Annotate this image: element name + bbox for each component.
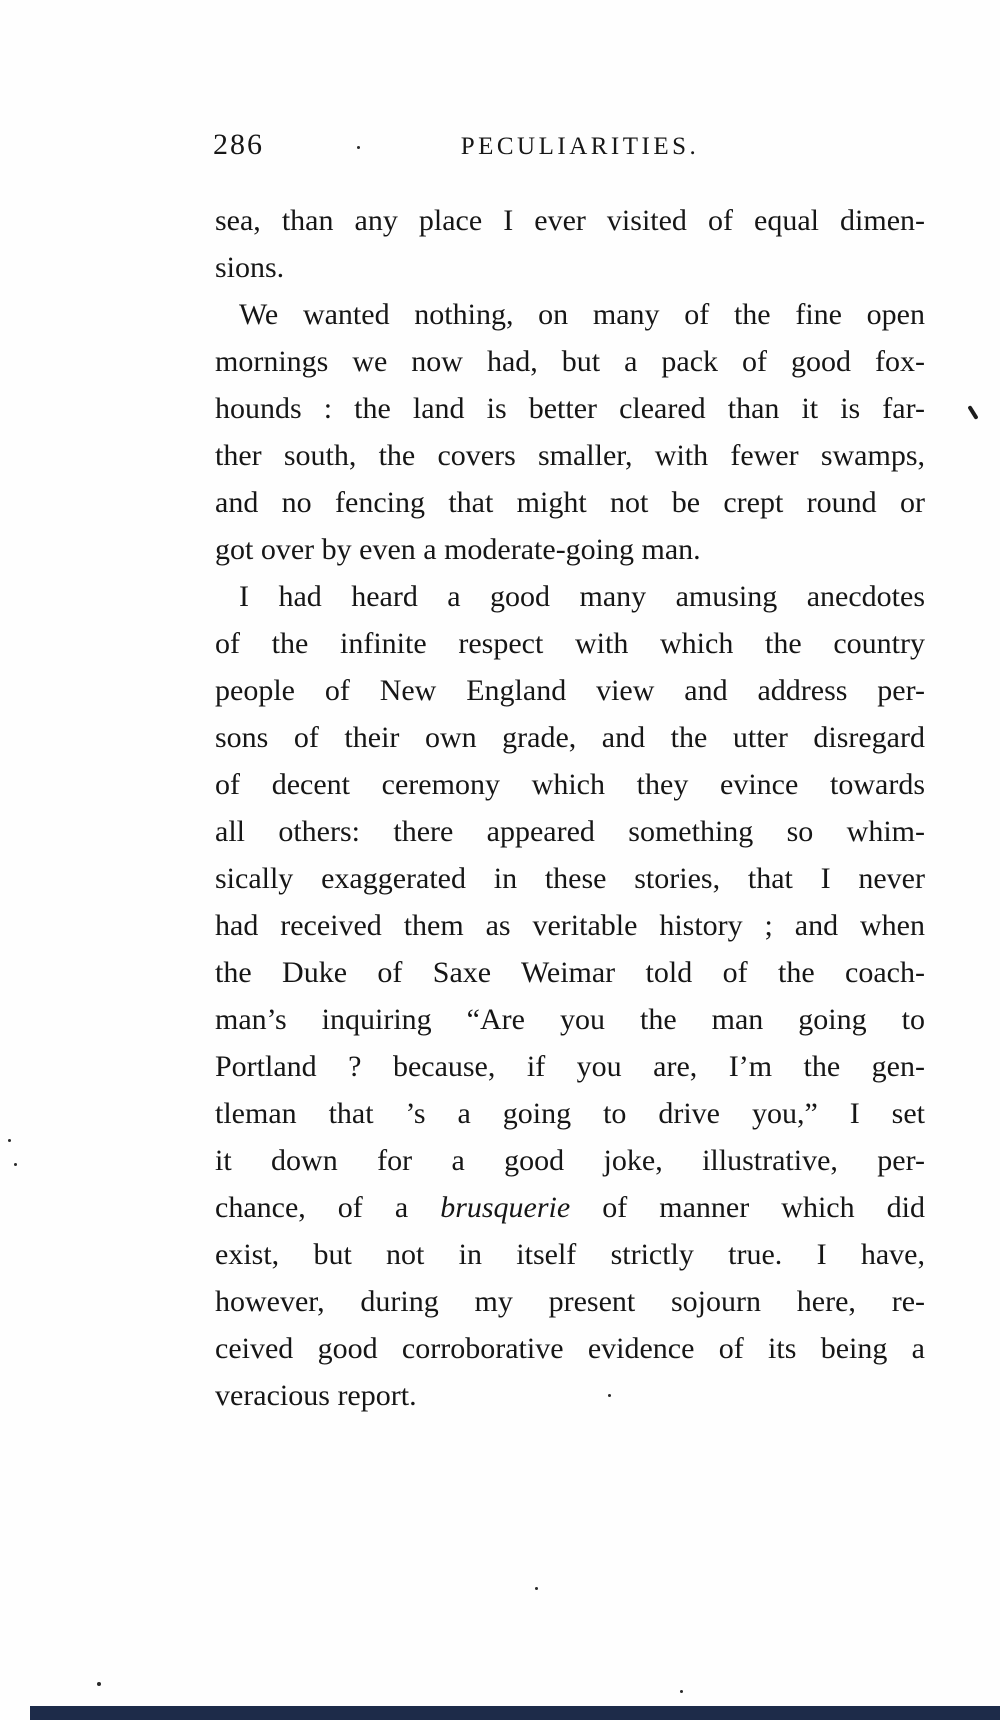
text-line: tleman that ’s a going to drive you,” I set <box>215 1097 925 1130</box>
text-line: exist, but not in itself strictly true. I have, <box>215 1238 925 1271</box>
text-line <box>215 1184 925 1231</box>
body-lines <box>215 197 925 1419</box>
italic-word: brusquerie <box>440 1191 571 1224</box>
text-line: people of New England view and address per- <box>215 674 925 707</box>
text-line: sions. <box>215 251 285 284</box>
text-line: it down for a good joke, illustrative, per- <box>215 1144 925 1177</box>
text-line: hounds : the land is better cleared than it is far- <box>215 392 925 425</box>
scan-speck <box>14 1163 17 1166</box>
text-line: veracious report. <box>215 1379 417 1412</box>
text-line: I had heard a good many amusing anecdotes <box>239 580 925 613</box>
text-segment: of manner which did <box>570 1191 925 1224</box>
scan-speck <box>97 1682 101 1686</box>
text-line: sons of their own grade, and the utter disregard <box>215 721 925 754</box>
text-line: ther south, the covers smaller, with fewer swamps, <box>215 439 925 472</box>
scan-speck <box>535 1587 538 1590</box>
scan-speck <box>680 1690 683 1693</box>
scan-speck <box>8 1139 11 1142</box>
text-segment: chance, of a <box>215 1191 441 1224</box>
text-line: had received them as veritable history ; and when <box>215 909 925 942</box>
text-line: sically exaggerated in these stories, that I never <box>215 862 925 895</box>
text-line: of the infinite respect with which the country <box>215 627 925 660</box>
text-line: ceived good corroborative evidence of its being a <box>215 1332 925 1365</box>
scan-speck <box>608 1394 611 1397</box>
text-line: all others: there appeared something so whim- <box>215 815 925 848</box>
stray-pen-mark <box>967 405 978 420</box>
scan-edge-bar <box>30 1706 1000 1720</box>
page-number: 286 <box>213 128 264 161</box>
text-line: Portland ? because, if you are, I’m the gen- <box>215 1050 925 1083</box>
text-line: of decent ceremony which they evince towards <box>215 768 925 801</box>
running-header-title: PECULIARITIES. <box>460 133 700 160</box>
scan-speck <box>357 146 360 149</box>
text-line: We wanted nothing, on many of the fine open <box>239 298 925 331</box>
text-line: sea, than any place I ever visited of equal dimen- <box>215 204 925 237</box>
text-line: however, during my present sojourn here, re- <box>215 1285 925 1318</box>
text-line: and no fencing that might not be crept round or <box>215 486 925 519</box>
text-line: got over by even a moderate-going man. <box>215 533 701 566</box>
text-line: man’s inquiring “Are you the man going to <box>215 1003 925 1036</box>
text-line: mornings we now had, but a pack of good fox- <box>215 345 925 378</box>
text-line: the Duke of Saxe Weimar told of the coach- <box>215 956 925 989</box>
